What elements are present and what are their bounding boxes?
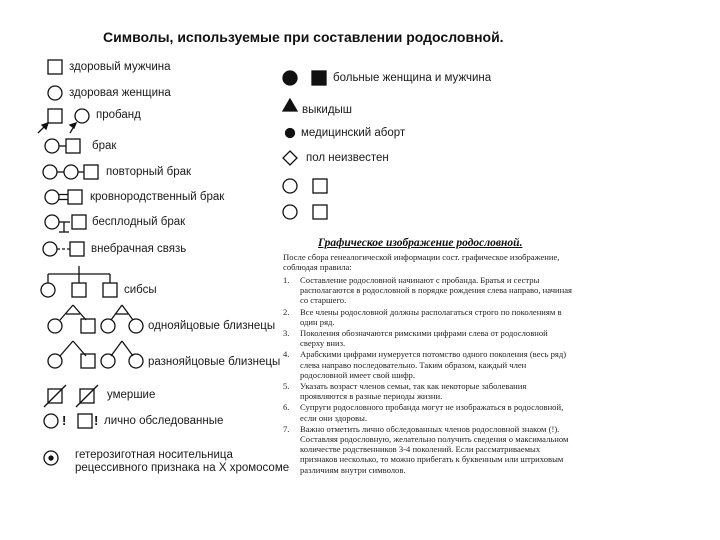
- rule-item: [281, 275, 573, 306]
- rules-list: [281, 275, 573, 476]
- rule-number: 3.: [283, 328, 290, 339]
- healthy-male-symbol: [48, 60, 62, 74]
- examined-label: лично обследованные: [104, 415, 224, 427]
- healthy-female-symbol: [48, 86, 62, 100]
- rule-item: [281, 402, 573, 422]
- open-square-symbol: [313, 205, 327, 219]
- rule-number: 1.: [283, 275, 290, 285]
- section-intro: После сбора генеалогической информации сост. графическое изображение, соблюдая правила:: [283, 252, 560, 273]
- rule-item: [281, 328, 573, 348]
- rule-text: Все члены родословной должны располагаться строго по поколениям в один ряд.: [300, 306, 562, 327]
- miscarriage-symbol: [283, 99, 297, 111]
- rule-item: [281, 381, 573, 401]
- identical-twins-label: однояйцовые близнецы: [148, 320, 276, 332]
- remarriage-symbol: [43, 165, 98, 179]
- affected-label: больные женщина и мужчина: [333, 72, 492, 84]
- fraternal-twins-label: разнояйцовые близнецы: [148, 356, 281, 368]
- page-title: Символы, используемые при составлении родословной.: [103, 29, 504, 45]
- consanguineous-symbol: [45, 190, 82, 204]
- rule-number: 2.: [283, 306, 290, 317]
- remarriage-label: повторный брак: [106, 166, 192, 178]
- affected-female-symbol: [283, 71, 297, 85]
- examined-mark: !: [94, 413, 99, 428]
- abortion-label: медицинский аборт: [301, 127, 406, 139]
- rule-item: [281, 424, 573, 475]
- abortion-symbol: [286, 129, 295, 138]
- consanguineous-label: кровнородственный брак: [90, 191, 225, 203]
- rule-text: Арабскими цифрами нумеруется потомство одного поколения (весь ряд) слева направо последовательно. Таким образом, каждый член родословной имеет свой шифр.: [300, 349, 567, 380]
- carrier-label-line1: гетерозиготная носительница: [75, 449, 233, 461]
- rule-text: Составление родословной начинают с пробанда. Братья и сестры располагаются в родословной в порядке рождения слева направо, начиная со старшего.: [300, 275, 573, 306]
- rule-number: 6.: [283, 402, 290, 413]
- rule-item: [281, 307, 573, 327]
- identical-twins-symbol: [48, 305, 143, 333]
- rule-text: Поколения обозначаются римскими цифрами слева от родословной сверху вниз.: [300, 328, 548, 349]
- extramarital-label: внебрачная связь: [91, 243, 187, 255]
- deceased-symbol: [44, 385, 98, 407]
- sex-unknown-symbol: [283, 151, 297, 165]
- rule-text: Указать возраст членов семьи, так как некоторые заболевания проявляются в разные периоды жизни.: [300, 381, 527, 402]
- healthy-male-label: здоровый мужчина: [69, 61, 171, 73]
- childless-symbol: [45, 215, 86, 232]
- rule-number: 5.: [283, 381, 290, 392]
- childless-label: бесплодный брак: [92, 216, 186, 228]
- carrier-label-line2: рецессивного признака на X хромосоме: [75, 462, 290, 474]
- deceased-label: умершие: [107, 389, 156, 401]
- proband-symbol: [38, 109, 89, 133]
- siblings-label: сибсы: [124, 284, 157, 296]
- open-circle-symbol: [283, 205, 297, 219]
- proband-label: пробанд: [96, 109, 141, 121]
- affected-male-symbol: [312, 71, 326, 85]
- marriage-label: брак: [92, 140, 117, 152]
- rule-text: Супруги родословного пробанда могут не изображаться в родословной, если они здоровы.: [300, 402, 564, 423]
- siblings-symbol: [41, 266, 117, 297]
- open-circle-symbol: [283, 179, 297, 193]
- healthy-female-label: здоровая женщина: [69, 87, 171, 99]
- rule-number: 7.: [283, 423, 290, 434]
- miscarriage-label: выкидыш: [302, 104, 353, 116]
- sex-unknown-label: пол неизвестен: [306, 152, 389, 164]
- marriage-symbol: [45, 139, 80, 153]
- extramarital-symbol: [43, 242, 84, 256]
- section-heading: Графическое изображение родословной.: [318, 237, 523, 249]
- open-square-symbol: [313, 179, 327, 193]
- rule-item: [281, 349, 573, 380]
- fraternal-twins-symbol: [48, 341, 143, 368]
- rule-text: Важно отметить лично обследованных членов родословной знаком (!). Составляя родословную, желательно получить сведения о максимальном количестве родственников 3-4 поколений. Если рассматриваемых признаков несколько, то можно прибегать к буквенным или штриховым различиям внутри символов.: [300, 423, 569, 475]
- examined-symbol: [44, 414, 92, 428]
- carrier-symbol: [44, 451, 58, 465]
- examined-mark: !: [62, 413, 67, 428]
- rule-number: 4.: [283, 349, 290, 360]
